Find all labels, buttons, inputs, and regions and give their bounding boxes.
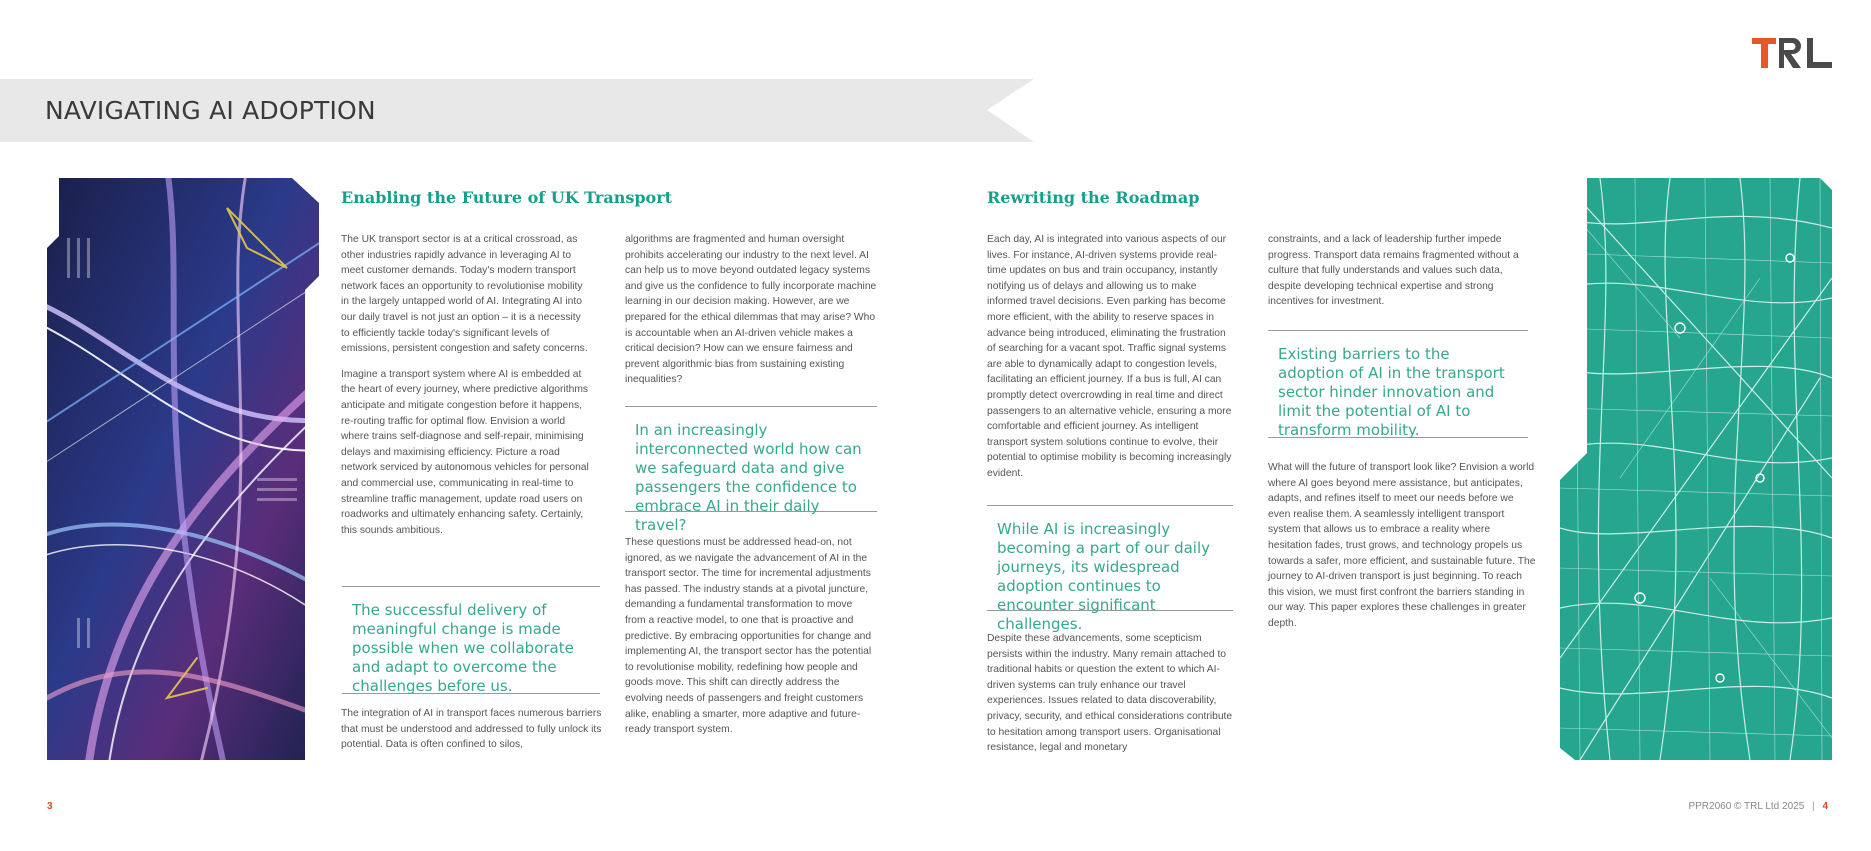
paragraph: constraints, and a lack of leadership further impede progress. Transport data remains fragmented without a culture that fully understands and values such data, despite developing technical expertise and strong incentives for investment.	[1268, 234, 1519, 308]
pull-quote: Existing barriers to the adoption of AI in the transport sector hinder innovation and limit the potential of AI to transform mobility.	[1268, 330, 1528, 438]
page-number-left: 3	[47, 801, 53, 812]
left-column-2-continued	[625, 535, 875, 748]
city-street-map-graphic	[1560, 178, 1832, 760]
paragraph: Each day, AI is integrated into various aspects of our lives. For instance, AI-driven systems provide real-time updates on bus and train occupancy, instantly notifying us of delays and allowing us to make informed travel decisions. Even parking has become more efficient, with the ability to reserve spaces in advance being introduced, eliminating the frustration of searching for a vacant spot. Traffic signal systems are able to dynamically adapt to congestion levels, facilitating an efficient journey. If a bus is full, AI can promptly detect overcrowding in real time and direct passengers to an alternative vehicle, ensuring a more comfortable and efficient journey. As intelligent transport system solutions continue to evolve, their potential to optimise mobility is becoming increasingly evident.	[987, 234, 1232, 479]
right-column-2-continued	[1268, 460, 1536, 642]
paragraph: The integration of AI in transport faces numerous barriers that must be understood and addressed to fully unlock its potential. Data is often confined to silos,	[341, 708, 602, 751]
pull-quote: The successful delivery of meaningful change is made possible when we collaborate and adapt to overcome the challenges before us.	[342, 586, 600, 694]
copyright: © TRL Ltd 2025	[1734, 801, 1805, 812]
traffic-light-trails-image	[47, 178, 319, 760]
right-column-1-continued	[987, 631, 1235, 766]
page-number-right: 4	[1822, 801, 1828, 812]
footer-separator: |	[1812, 801, 1815, 812]
page-title: NAVIGATING AI ADOPTION	[45, 96, 376, 125]
paragraph: algorithms are fragmented and human oversight prohibits accelerating our industry to the next level. AI can help us to move beyond outdated legacy systems and give us the confidence to fully incorporate machine learning in our decision making. However, are we prepared for the ethical dilemmas that may arise? Who is accountable when an AI-driven vehicle makes a critical decision? How can we ensure fairness and prevent algorithmic bias from sustaining existing inequalities?	[625, 234, 877, 386]
pull-quote: While AI is increasingly becoming a part of our daily journeys, its widespread adoption continues to encounter significant challenges.	[987, 505, 1233, 611]
paragraph: Despite these advancements, some scepticism persists within the industry. Many remain attached to traditional habits or question the extent to which AI-driven systems can truly enhance our travel experiences. Issues related to data discoverability, privacy, security, and ethical considerations contribute to hesitation among transport users. Organisational resistance, legal and monetary	[987, 633, 1233, 754]
paragraph: These questions must be addressed head-on, not ignored, as we navigate the advancement of AI in the transport sector. The time for incremental adjustments has passed. The industry stands at a pivotal juncture, demanding a fundamental transformation to move from a reactive model, to one that is proactive and predictive. By embracing opportunities for change and implementing AI, the transport sector has the potential to revolutionise mobility, redefining how people and goods move. This shift can directly address the evolving needs of passengers and freight customers alike, enabling a smarter, more adaptive and future-ready transport system.	[625, 537, 872, 736]
paragraph: The UK transport sector is at a critical crossroad, as other industries rapidly advance in leveraging AI to meet customer demands. Today's modern transport network faces an opportunity to revolutionise mobility in the largely untapped world of AI. Integrating AI into our daily travel is not just an option – it is a necessity to efficiently tackle today's significant levels of emissions, persistent congestion and safety concerns.	[341, 234, 588, 355]
right-column-1	[987, 232, 1236, 492]
pull-quote: In an increasingly interconnected world how can we safeguard data and give passengers the confidence to embrace AI in their daily travel?	[625, 406, 877, 512]
left-column-2	[625, 232, 878, 398]
right-column-2	[1268, 232, 1531, 320]
paragraph: What will the future of transport look like? Envision a world where AI goes beyond mere assistance, but anticipates, adapts, and refines itself to meet our needs before we even realise them. A seamlessly intelligent transport system that allows us to embrace a reality where hesitation fades, trust grows, and technology propels us towards a safer, more efficient, and sustainable future. The journey to AI-driven transport is just beginning. To reach this vision, we must first confront the barriers standing in our way. This paper explores these challenges in greater depth.	[1268, 462, 1536, 629]
footer-info	[1688, 801, 1828, 812]
section-heading-enabling: Enabling the Future of UK Transport	[341, 188, 673, 207]
left-column-1-continued	[341, 706, 603, 763]
document-reference: PPR2060	[1688, 801, 1732, 812]
paragraph: Imagine a transport system where AI is embedded at the heart of every journey, where predictive algorithms anticipate and mitigate congestion before it happens, re-routing traffic for optimal flow. Envision a world where trains self-diagnose and self-repair, minimising delays and maximising efficiency. Picture a road network serviced by autonomous vehicles for personal and commercial use, communicating in real-time to streamline traffic management, update road users on roadworks and ultimately enhancing safety. Certainly, this sounds ambitious.	[341, 368, 589, 536]
left-column-1	[341, 232, 591, 548]
trl-logo	[1752, 36, 1832, 70]
section-heading-roadmap: Rewriting the Roadmap	[987, 188, 1200, 207]
